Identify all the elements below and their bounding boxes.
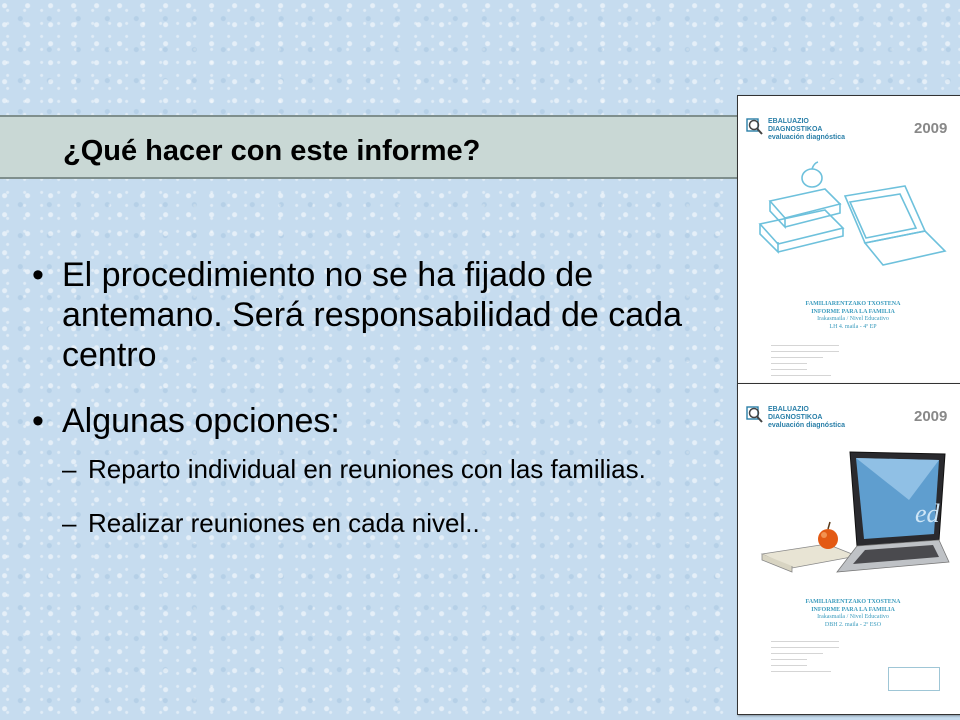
magnifier-logo-icon <box>746 116 764 136</box>
report-heading-line: FAMILIARENTZAKO TXOSTENA <box>805 599 901 605</box>
report-field-line: ————————— <box>771 360 807 365</box>
report-year: 2009 <box>914 120 948 137</box>
report-field-lines <box>771 342 941 378</box>
report-heading-line: LH 4. maila - 4º EP <box>829 323 877 330</box>
svg-text:ed: ed <box>915 499 940 528</box>
report-heading-line: Irakasmaila / Nivel Educativo <box>817 614 889 620</box>
bullet-item: • El procedimiento no se ha fijado de antemano. Será responsabilidad de cada centro <box>32 255 732 375</box>
report-field-line: ——————————————— <box>771 668 831 673</box>
report-logo-text: EBALUAZIO DIAGNOSTIKOA evaluación diagnóstica <box>768 406 846 429</box>
report-heading-line: FAMILIARENTZAKO TXOSTENA <box>805 301 901 307</box>
sub-bullet-item <box>32 507 728 540</box>
report-heading <box>758 301 948 331</box>
report-year: 2009 <box>914 408 948 425</box>
report-field-line: ————————— <box>771 366 807 371</box>
bullet-item: • Algunas opciones: <box>32 401 732 441</box>
report-cover-bottom <box>737 383 960 715</box>
books-laptop-illustration <box>750 156 950 271</box>
sub-bullet-item <box>32 453 728 486</box>
report-heading-line: DBH 2. maila - 2º ESO <box>824 621 882 628</box>
sub-bullet-text: Reparto individual en reuniones con las familias. <box>88 454 646 484</box>
slide-title: ¿Qué hacer con este informe? <box>63 135 481 167</box>
report-heading <box>758 599 948 629</box>
dash-marker: – <box>62 454 77 484</box>
dash-marker: – <box>62 508 77 538</box>
sub-bullet-text: Realizar reuniones en cada nivel.. <box>88 508 480 538</box>
report-field-line: ————————— <box>771 656 807 661</box>
report-field-line: ——————————————— <box>771 372 831 377</box>
report-field-line: ————————————————— <box>771 638 839 643</box>
report-logo-text: EBALUAZIO DIAGNOSTIKOA evaluación diagnóstica <box>768 118 846 141</box>
laptop-apple-illustration <box>750 442 950 592</box>
report-field-line: ————————————————— <box>771 342 839 347</box>
report-field-line: ————————— <box>771 662 807 667</box>
magnifier-logo-icon <box>746 404 764 424</box>
report-field-line: ————————————————— <box>771 644 839 649</box>
report-field-line: ————————————— <box>771 650 823 655</box>
report-cover-top <box>737 95 960 389</box>
report-heading-line: INFORME PARA LA FAMILIA <box>811 606 895 613</box>
report-heading-line: Irakasmaila / Nivel Educativo <box>817 316 889 322</box>
slide-body <box>32 255 732 540</box>
report-field-line: ————————————————— <box>771 348 839 353</box>
report-field-line: ————————————— <box>771 354 823 359</box>
report-heading-line: INFORME PARA LA FAMILIA <box>811 308 895 315</box>
report-corner-box <box>888 667 940 691</box>
